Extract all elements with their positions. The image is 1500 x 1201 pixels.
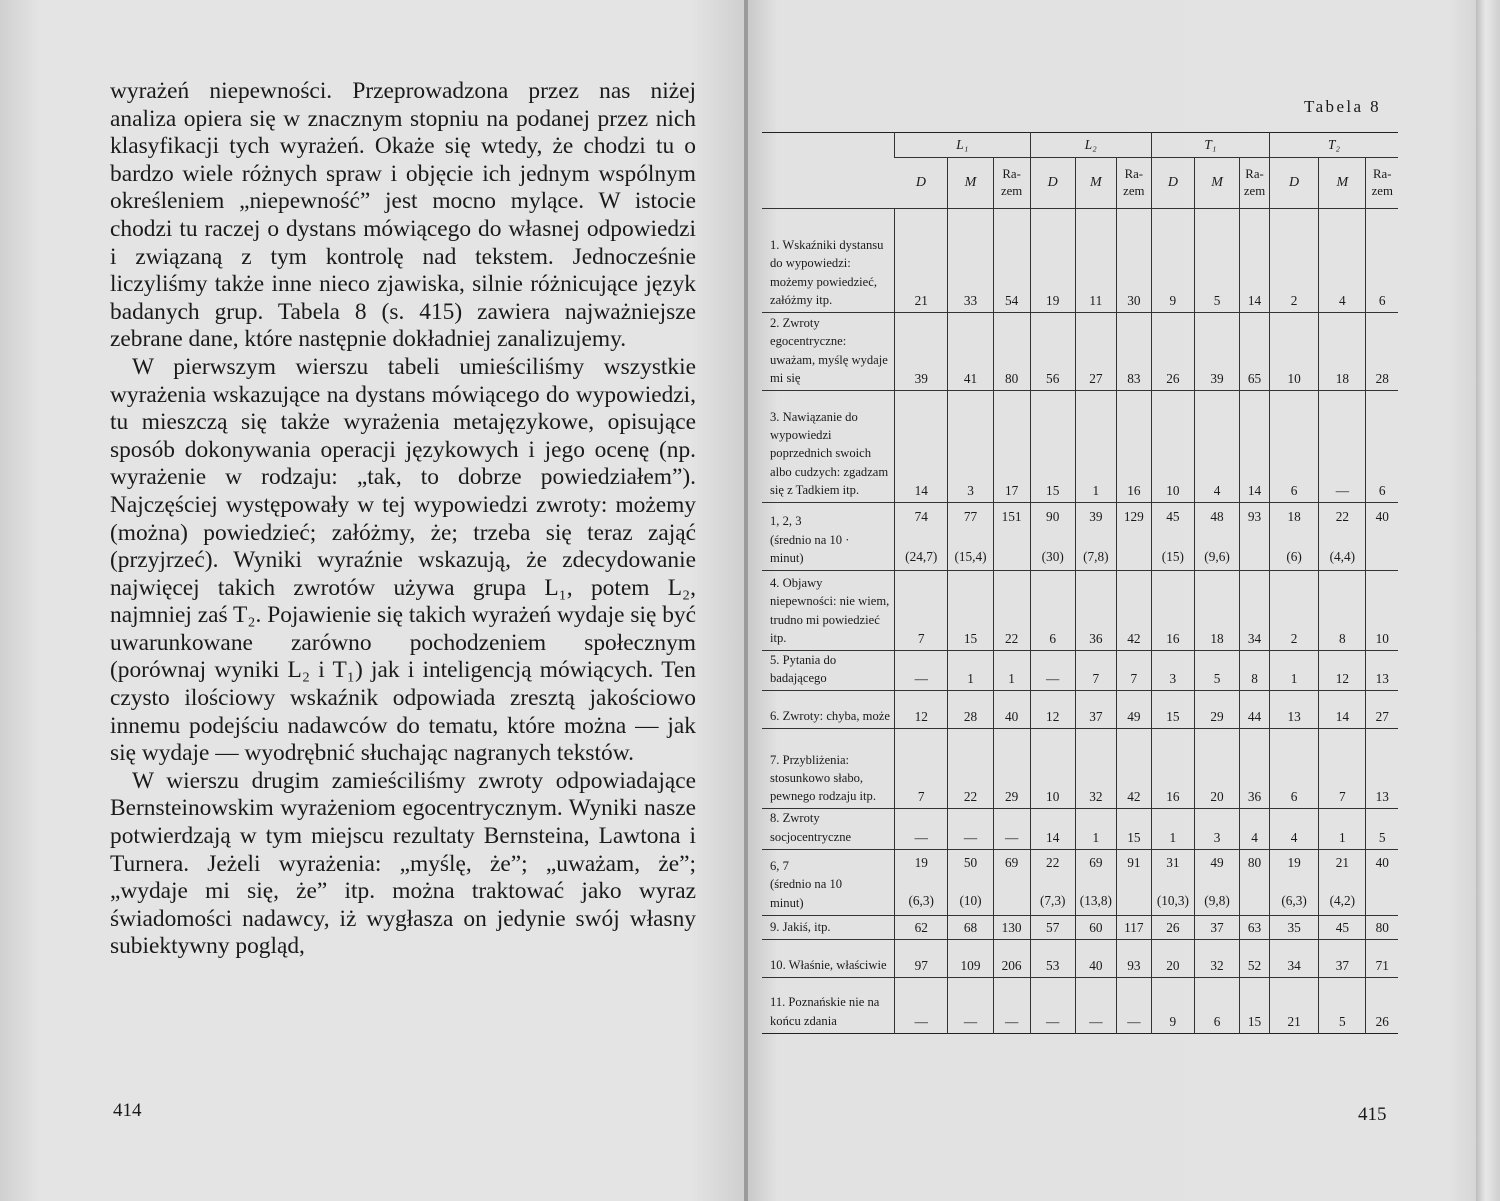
table-cell: 16 xyxy=(1151,571,1194,651)
table-cell: 130 xyxy=(993,915,1030,939)
table-cell: 1 xyxy=(1269,651,1318,691)
table-cell: 37 xyxy=(1075,691,1116,729)
cell-total: 22 xyxy=(1046,855,1060,871)
table-row xyxy=(762,313,1398,391)
cell-average: (6,3) xyxy=(1281,893,1307,909)
group-header: T₁ xyxy=(1151,133,1269,158)
table-cell: 6 xyxy=(1269,729,1318,809)
table-cell: — xyxy=(1030,977,1075,1033)
group-header: T₂ xyxy=(1269,133,1398,158)
table-cell: 21 xyxy=(895,209,948,313)
table-cell: 36 xyxy=(1240,729,1270,809)
table-cell: — xyxy=(1030,651,1075,691)
table-header xyxy=(762,133,1398,209)
cell-average: (7,8) xyxy=(1083,548,1109,564)
table-cell xyxy=(1269,849,1318,915)
subheader-m: M xyxy=(1194,158,1239,209)
table-cell: 3 xyxy=(948,391,993,503)
table-cell: 37 xyxy=(1319,939,1366,977)
table-cell: 36 xyxy=(1075,571,1116,651)
row-label: 2. Zwroty egocentryczne: uważam, myślę wydaje mi się xyxy=(770,316,888,385)
table-cell: — xyxy=(1116,977,1151,1033)
table-cell: 97 xyxy=(895,939,948,977)
table-cell: 2 xyxy=(1269,571,1318,651)
table-cell xyxy=(948,503,993,571)
table-row xyxy=(762,209,1398,313)
table-cell: 34 xyxy=(1269,939,1318,977)
table-cell: 15 xyxy=(1030,391,1075,503)
table-cell: 65 xyxy=(1240,313,1270,391)
row-label: 6, 7 (średnio na 10 minut) xyxy=(770,859,843,910)
table-cell: 15 xyxy=(948,571,993,651)
table-cell: — xyxy=(948,809,993,849)
page-number: 414 xyxy=(113,1100,142,1121)
paragraph: W pierwszym wierszu tabeli umieściliśmy wszystkie wyrażenia wskazujące na dystans mówiącego do wypowiedzi, tu mieszczą się także wyrażenia metajęzykowe, opisujące sposób dokonywania operacji językowych i jego ocenę (np. wyrażenie w rodzaju: „tak, to dobrze powiedziałem”). Najczęściej występowały w tej wypowiedzi zwroty: możemy (można) powiedzieć; załóżmy, że; trzeba się teraz zająć (przyjrzeć). Wyniki wyraźnie wskazują, że zdecydowanie najwięcej takich zwrotów używa grupa L₁, potem L₂, najmniej zaś T₂. Pojawienie się takich wyrażeń wydaje się być uwarunkowane zarówno pochodzeniem społecznym (porównaj wyniki L₂ i T₁) jak i inteligencją mówiących. Ten czysto ilościowy wskaźnik odpowiada zresztą jakościowo innemu podejściu nadawców do tematu, które można — jak się wydaje — wyodrębnić słuchając nagranych tekstów. xyxy=(110,353,696,767)
table-cell: 34 xyxy=(1240,571,1270,651)
row-label: 11. Poznańskie nie na końcu zdania xyxy=(770,995,880,1028)
subheader-razem: Ra- zem xyxy=(1366,158,1398,209)
table-cell: — xyxy=(895,651,948,691)
table-cell: 15 xyxy=(1240,977,1270,1033)
cell-total: 93 xyxy=(1247,508,1262,524)
subheader-m: M xyxy=(1075,158,1116,209)
cell-average: (4,4) xyxy=(1329,548,1356,564)
table-cell: 41 xyxy=(948,313,993,391)
table-cell: 6 xyxy=(1030,571,1075,651)
table-cell: 6 xyxy=(1366,391,1398,503)
table-cell xyxy=(1240,503,1270,571)
table-cell: 1 xyxy=(1075,391,1116,503)
table-cell xyxy=(1240,849,1270,915)
table-cell: 8 xyxy=(1319,571,1366,651)
table-cell: 4 xyxy=(1319,209,1366,313)
table-row xyxy=(762,729,1398,809)
table-cell: 7 xyxy=(1319,729,1366,809)
table-cell: 83 xyxy=(1116,313,1151,391)
row-label: 3. Nawiązanie do wypowiedzi poprzednich swoich albo cudzych: zgadzam się z Tadkiem itp. xyxy=(770,409,889,497)
cell-total: 48 xyxy=(1210,508,1224,524)
table-cell xyxy=(1319,503,1366,571)
table-cell: 21 xyxy=(1269,977,1318,1033)
table-cell: 26 xyxy=(1151,313,1194,391)
subheader-m: M xyxy=(948,158,993,209)
table-cell: 39 xyxy=(1194,313,1239,391)
cell-total: 69 xyxy=(1004,855,1019,871)
table-cell xyxy=(1030,503,1075,571)
group-header: L₂ xyxy=(1030,133,1151,158)
table-cell: — xyxy=(993,809,1030,849)
table-cell: 5 xyxy=(1194,209,1239,313)
cell-total: 40 xyxy=(1375,508,1389,524)
table-cell: 12 xyxy=(895,691,948,729)
header-blank xyxy=(762,133,895,209)
table-cell: 42 xyxy=(1116,571,1151,651)
table-cell: 14 xyxy=(1240,391,1270,503)
table-cell: 16 xyxy=(1151,729,1194,809)
table-cell: 13 xyxy=(1366,651,1398,691)
table-cell xyxy=(1366,849,1398,915)
table-cell: 6 xyxy=(1269,391,1318,503)
cell-total: 129 xyxy=(1123,508,1144,524)
table-cell: 52 xyxy=(1240,939,1270,977)
row-label: 1. Wskaźniki dystansu do wypowiedzi: możemy powiedzieć, załóżmy itp. xyxy=(770,238,884,307)
table-cell xyxy=(1151,503,1194,571)
paragraph: wyrażeń niepewności. Przeprowadzona przez nas niżej analiza opiera się w znacznym stopniu na podanej przez nich klasyfikacji tych wyrażeń. Okaże się wtedy, że chodzi tu o bardzo wiele różnych spraw i objęcie ich jednym wspólnym określeniem „niepewność” jest mocno mylące. W istocie chodzi tu raczej o dystans mówiącego do własnej odpowiedzi i związaną z tym kontrolę nad tekstem. Jednocześnie liczyliśmy także inne nieco zjawiska, silnie różnicujące język badanych grup. Tabela 8 (s. 415) zawiera najważniejsze zebrane dane, które następnie dokładniej zanalizujemy. xyxy=(110,78,696,353)
table-cell xyxy=(1366,503,1398,571)
table-cell: 6 xyxy=(1366,209,1398,313)
table-cell xyxy=(1116,503,1151,571)
table-cell xyxy=(948,849,993,915)
cell-total: 90 xyxy=(1046,508,1060,524)
left-page xyxy=(0,0,744,1201)
table-cell: 53 xyxy=(1030,939,1075,977)
table-row xyxy=(762,809,1398,849)
cell-total: 19 xyxy=(914,855,928,871)
cell-average: (7,3) xyxy=(1039,893,1066,909)
table-caption: Tabela 8 xyxy=(1304,97,1382,116)
table-cell: 33 xyxy=(948,209,993,313)
table-cell: 19 xyxy=(1030,209,1075,313)
table-row xyxy=(762,503,1398,571)
cell-average xyxy=(1119,544,1149,570)
table-cell: — xyxy=(895,809,948,849)
table-cell: 40 xyxy=(993,691,1030,729)
table-cell: 22 xyxy=(993,571,1030,651)
data-table xyxy=(762,132,1398,1034)
table-cell: 37 xyxy=(1194,915,1239,939)
row-label: 7. Przybliżenia: stosunkowo słabo, pewnego rodzaju itp. xyxy=(770,752,876,804)
cell-average: (15,4) xyxy=(954,548,987,564)
table-cell xyxy=(1194,849,1239,915)
table-cell: 10 xyxy=(1269,313,1318,391)
table-cell: 20 xyxy=(1194,729,1239,809)
table-cell: 16 xyxy=(1116,391,1151,503)
cell-average: (15) xyxy=(1161,548,1184,564)
table-cell: 12 xyxy=(1030,691,1075,729)
cell-total: 91 xyxy=(1127,855,1141,871)
table-cell: 26 xyxy=(1366,977,1398,1033)
table-cell xyxy=(895,849,948,915)
table-cell xyxy=(1075,849,1116,915)
table-cell: 4 xyxy=(1240,809,1270,849)
cell-average xyxy=(996,544,1028,570)
table-cell xyxy=(1319,849,1366,915)
table-row xyxy=(762,977,1398,1033)
table-cell: 4 xyxy=(1194,391,1239,503)
table-row xyxy=(762,651,1398,691)
cell-average: (4,2) xyxy=(1329,893,1356,909)
cell-total: 50 xyxy=(963,855,978,871)
cell-total: 45 xyxy=(1166,508,1180,524)
cell-average xyxy=(1242,544,1267,570)
page-edge xyxy=(1476,0,1500,1201)
table-cell: 206 xyxy=(993,939,1030,977)
row-label: 4. Objawy niepewności: nie wiem, trudno mi powiedzieć itp. xyxy=(770,576,890,645)
cell-average: (6,3) xyxy=(908,893,934,909)
table-row xyxy=(762,939,1398,977)
table-cell: — xyxy=(1319,391,1366,503)
table-cell: 27 xyxy=(1075,313,1116,391)
table-cell: 30 xyxy=(1116,209,1151,313)
table-cell: 1 xyxy=(993,651,1030,691)
table-cell: 68 xyxy=(948,915,993,939)
cell-average xyxy=(1242,888,1267,914)
table-cell: 6 xyxy=(1194,977,1239,1033)
cell-total: 19 xyxy=(1287,855,1301,871)
table-row xyxy=(762,571,1398,651)
page-number: 415 xyxy=(1358,1104,1387,1125)
table-cell: 7 xyxy=(895,729,948,809)
table-cell: 62 xyxy=(895,915,948,939)
table-cell: 109 xyxy=(948,939,993,977)
table-cell: 20 xyxy=(1151,939,1194,977)
table-cell: 117 xyxy=(1116,915,1151,939)
table-cell: 1 xyxy=(1319,809,1366,849)
row-label: 6. Zwroty: chyba, może xyxy=(770,709,890,724)
row-label: 9. Jakiś, itp. xyxy=(770,919,831,934)
cell-total: 77 xyxy=(963,508,978,524)
table-cell: 44 xyxy=(1240,691,1270,729)
table-cell xyxy=(1269,503,1318,571)
table-cell: 13 xyxy=(1366,729,1398,809)
cell-average: (9,8) xyxy=(1204,893,1230,909)
row-label: 10. Właśnie, właściwie xyxy=(770,957,887,972)
cell-total: 31 xyxy=(1166,855,1180,871)
subheader-d: D xyxy=(1151,158,1194,209)
table-cell: 93 xyxy=(1116,939,1151,977)
row-label: 1, 2, 3 (średnio na 10 · minut) xyxy=(770,514,850,565)
table-cell xyxy=(1030,849,1075,915)
table-cell xyxy=(993,503,1030,571)
table-cell: 28 xyxy=(948,691,993,729)
table-cell: 5 xyxy=(1366,809,1398,849)
cell-total: 39 xyxy=(1089,508,1103,524)
table-cell: 18 xyxy=(1319,313,1366,391)
subheader-d: D xyxy=(1030,158,1075,209)
table-cell: 8 xyxy=(1240,651,1270,691)
subheader-m: M xyxy=(1319,158,1366,209)
table-cell: 29 xyxy=(993,729,1030,809)
subheader-d: D xyxy=(895,158,948,209)
table-cell xyxy=(1151,849,1194,915)
table-cell: 71 xyxy=(1366,939,1398,977)
table-cell: 80 xyxy=(993,313,1030,391)
table-cell: 17 xyxy=(993,391,1030,503)
table-cell: — xyxy=(1075,977,1116,1033)
table-cell: 4 xyxy=(1269,809,1318,849)
table-cell: 13 xyxy=(1269,691,1318,729)
table-cell: 14 xyxy=(1240,209,1270,313)
cell-average: (10) xyxy=(959,893,982,909)
row-label: 8. Zwroty socjocentryczne xyxy=(770,811,852,844)
table-cell: 80 xyxy=(1366,915,1398,939)
table-cell: — xyxy=(895,977,948,1033)
table-cell: 3 xyxy=(1151,651,1194,691)
cell-average: (13,8) xyxy=(1079,893,1112,909)
table-cell: 28 xyxy=(1366,313,1398,391)
cell-total: 18 xyxy=(1287,508,1301,524)
cell-average xyxy=(1368,544,1396,570)
table-body xyxy=(762,209,1398,1034)
table-cell: 10 xyxy=(1030,729,1075,809)
table-cell: 14 xyxy=(895,391,948,503)
table-cell: 40 xyxy=(1075,939,1116,977)
cell-total: 49 xyxy=(1210,855,1224,871)
table-cell: 26 xyxy=(1151,915,1194,939)
cell-total: 80 xyxy=(1247,855,1262,871)
table-row xyxy=(762,691,1398,729)
cell-total: 151 xyxy=(1001,508,1022,524)
table-cell: 10 xyxy=(1151,391,1194,503)
cell-average: (9,6) xyxy=(1204,548,1230,564)
cell-total: 40 xyxy=(1375,855,1389,871)
table-cell: 32 xyxy=(1194,939,1239,977)
table-cell: 39 xyxy=(895,313,948,391)
table-cell: 18 xyxy=(1194,571,1239,651)
table-cell: 1 xyxy=(1151,809,1194,849)
body-text xyxy=(110,78,696,961)
cell-total: 22 xyxy=(1335,508,1349,524)
table-cell: 7 xyxy=(895,571,948,651)
group-header: L₁ xyxy=(895,133,1031,158)
table-cell: 1 xyxy=(1075,809,1116,849)
table-cell: 2 xyxy=(1269,209,1318,313)
cell-average xyxy=(996,888,1028,914)
table-cell: 3 xyxy=(1194,809,1239,849)
table-row xyxy=(762,391,1398,503)
table-cell: 9 xyxy=(1151,209,1194,313)
table-cell: 63 xyxy=(1240,915,1270,939)
table-cell: 7 xyxy=(1116,651,1151,691)
table-cell: 49 xyxy=(1116,691,1151,729)
cell-average xyxy=(1368,888,1396,914)
table-cell: 27 xyxy=(1366,691,1398,729)
table-cell: 1 xyxy=(948,651,993,691)
table-cell: 15 xyxy=(1151,691,1194,729)
table-cell: 5 xyxy=(1194,651,1239,691)
subheader-razem: Ra- zem xyxy=(993,158,1030,209)
table-cell: 14 xyxy=(1030,809,1075,849)
subheader-razem: Ra- zem xyxy=(1240,158,1270,209)
subheader-d: D xyxy=(1269,158,1318,209)
cell-average xyxy=(1119,888,1149,914)
cell-average: (30) xyxy=(1041,548,1064,564)
cell-average: (24,7) xyxy=(905,548,938,564)
table-cell: 60 xyxy=(1075,915,1116,939)
table-row xyxy=(762,849,1398,915)
table-cell: — xyxy=(993,977,1030,1033)
cell-total: 74 xyxy=(914,508,928,524)
table-cell: 42 xyxy=(1116,729,1151,809)
table-cell: 29 xyxy=(1194,691,1239,729)
row-label: 5. Pytania do badającego xyxy=(770,653,837,686)
table-cell: 9 xyxy=(1151,977,1194,1033)
cell-average: (10,3) xyxy=(1156,893,1189,909)
table-cell: 7 xyxy=(1075,651,1116,691)
table-row xyxy=(762,915,1398,939)
table-cell: 57 xyxy=(1030,915,1075,939)
table-cell: 22 xyxy=(948,729,993,809)
table-cell xyxy=(993,849,1030,915)
cell-total: 21 xyxy=(1335,855,1349,871)
cell-total: 69 xyxy=(1089,855,1103,871)
table-cell: 5 xyxy=(1319,977,1366,1033)
table-cell: — xyxy=(948,977,993,1033)
table-cell: 15 xyxy=(1116,809,1151,849)
table-cell: 11 xyxy=(1075,209,1116,313)
table-cell: 10 xyxy=(1366,571,1398,651)
table-cell: 32 xyxy=(1075,729,1116,809)
cell-average: (6) xyxy=(1286,548,1302,564)
table-cell: 12 xyxy=(1319,651,1366,691)
table-cell: 56 xyxy=(1030,313,1075,391)
table-cell xyxy=(1075,503,1116,571)
subheader-razem: Ra- zem xyxy=(1116,158,1151,209)
table-cell: 54 xyxy=(993,209,1030,313)
table-cell: 14 xyxy=(1319,691,1366,729)
table-cell xyxy=(1116,849,1151,915)
table-cell xyxy=(895,503,948,571)
table-cell xyxy=(1194,503,1239,571)
paragraph: W wierszu drugim zamieściliśmy zwroty odpowiadające Bernsteinowskim wyrażeniom egocentrycznym. Wyniki nasze potwierdzają w tym miejscu rezultaty Bernsteina, Lawtona i Turnera. Jeżeli wyrażenia: „myślę, że”; „uważam, że”; „wydaje mi się, że” itp. można traktować jako wyraz świadomości nadawcy, iż wygłasza on jedynie swój własny subiektywny pogląd, xyxy=(110,767,696,960)
table-cell: 35 xyxy=(1269,915,1318,939)
table-cell: 45 xyxy=(1319,915,1366,939)
